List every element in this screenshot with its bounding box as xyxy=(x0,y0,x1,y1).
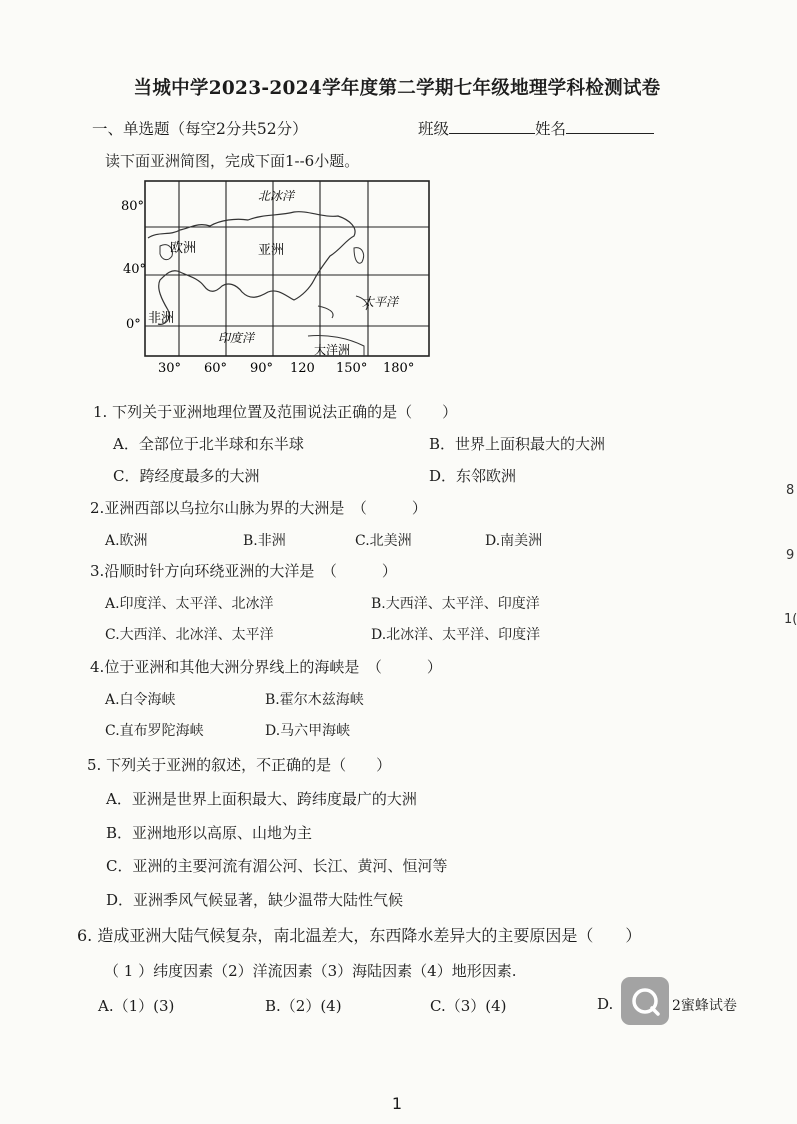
q2-option-d[interactable]: D.南美洲 xyxy=(485,533,543,549)
q2-option-c[interactable]: C.北美洲 xyxy=(355,533,412,549)
question-4: 4.位于亚洲和其他大洲分界线上的海峡是 （ ） xyxy=(90,658,442,676)
q6-option-d[interactable]: D. xyxy=(597,995,614,1013)
q4-option-a[interactable]: A.白令海峡 xyxy=(105,692,176,708)
lon-label: 120 xyxy=(290,361,315,376)
q6-option-a[interactable]: A.（1）(3) xyxy=(98,997,175,1015)
q6-option-c[interactable]: C.（3）(4) xyxy=(430,997,507,1015)
question-5: 5. 下列关于亚洲的叙述，不正确的是（ ） xyxy=(87,756,392,774)
q4-option-b[interactable]: B.霍尔木兹海峡 xyxy=(265,692,364,708)
name-blank[interactable] xyxy=(566,119,654,134)
q3-option-b[interactable]: B.大西洋、太平洋、印度洋 xyxy=(371,596,540,612)
q5-option-a[interactable]: A．亚洲是世界上面积最大、跨纬度最广的大洲 xyxy=(106,790,417,808)
student-info xyxy=(418,117,654,139)
lat-label: 0° xyxy=(126,317,141,332)
region-label: 非洲 xyxy=(148,311,175,326)
q4-option-c[interactable]: C.直布罗陀海峡 xyxy=(105,723,204,739)
name-label: 姓名 xyxy=(535,120,567,138)
question-2: 2.亚洲西部以乌拉尔山脉为界的大洲是 （ ） xyxy=(90,499,427,517)
class-label: 班级 xyxy=(418,120,450,138)
region-label: 亚洲 xyxy=(258,243,285,258)
map-frame xyxy=(145,181,429,356)
q3-option-d[interactable]: D.北冰洋、太平洋、印度洋 xyxy=(371,627,541,643)
q6-option-b[interactable]: B.（2）(4) xyxy=(265,997,342,1015)
watermark-logo-icon xyxy=(621,977,669,1025)
q3-option-a[interactable]: A.印度洋、太平洋、北冰洋 xyxy=(105,596,274,612)
q3-option-c[interactable]: C.大西洋、北冰洋、太平洋 xyxy=(105,627,274,643)
region-label: 北冰洋 xyxy=(258,189,295,203)
lon-label: 30° xyxy=(158,361,182,376)
q1-option-b[interactable]: B．世界上面积最大的大洲 xyxy=(429,435,606,453)
q2-option-b[interactable]: B.非洲 xyxy=(243,533,286,549)
lon-label: 60° xyxy=(204,361,228,376)
q1-option-c[interactable]: C．跨经度最多的大洲 xyxy=(113,467,260,485)
edge-number: 1( xyxy=(784,612,797,627)
lat-label: 40° xyxy=(123,262,147,277)
q1-option-d[interactable]: D．东邻欧洲 xyxy=(429,467,517,485)
lon-label: 150° xyxy=(336,361,368,376)
asia-map xyxy=(118,176,438,376)
q5-option-c[interactable]: C．亚洲的主要河流有湄公河、长江、黄河、恒河等 xyxy=(106,857,448,875)
edge-number: 9 xyxy=(786,548,795,563)
q6-sub-statement: （ 1 ）纬度因素（2）洋流因素（3）海陆因素（4）地形因素. xyxy=(104,962,517,980)
intro-text: 读下面亚洲简图，完成下面1--6小题。 xyxy=(105,152,360,170)
q2-option-a[interactable]: A.欧洲 xyxy=(105,533,148,549)
watermark-text: 2蜜蜂试卷 xyxy=(672,998,737,1014)
lat-label: 80° xyxy=(121,199,145,214)
region-label: 印度洋 xyxy=(218,331,255,345)
region-label: 大洋洲 xyxy=(314,343,351,357)
edge-number: 8 xyxy=(786,483,795,498)
q5-option-d[interactable]: D．亚洲季风气候显著，缺少温带大陆性气候 xyxy=(106,891,404,909)
question-3: 3.沿顺时针方向环绕亚洲的大洋是 （ ） xyxy=(90,562,397,580)
lon-label: 90° xyxy=(250,361,274,376)
question-1: 1. 下列关于亚洲地理位置及范围说法正确的是（ ） xyxy=(93,403,458,421)
q1-option-a[interactable]: A．全部位于北半球和东半球 xyxy=(113,435,304,453)
map-grid xyxy=(145,181,429,356)
region-label: 太平洋 xyxy=(362,295,399,309)
region-label: 欧洲 xyxy=(170,241,197,256)
q4-option-d[interactable]: D.马六甲海峡 xyxy=(265,723,351,739)
q5-option-b[interactable]: B．亚洲地形以高原、山地为主 xyxy=(106,824,313,842)
section-heading: 一、单选题（每空2分共52分） xyxy=(92,120,308,138)
page-number: 1 xyxy=(391,1094,403,1113)
class-blank[interactable] xyxy=(449,119,535,134)
question-6: 6. 造成亚洲大陆气候复杂，南北温差大，东西降水差异大的主要原因是（ ） xyxy=(77,926,642,945)
exam-title: 当城中学2023-2024学年度第二学期七年级地理学科检测试卷 xyxy=(133,78,661,99)
lon-label: 180° xyxy=(383,361,415,376)
